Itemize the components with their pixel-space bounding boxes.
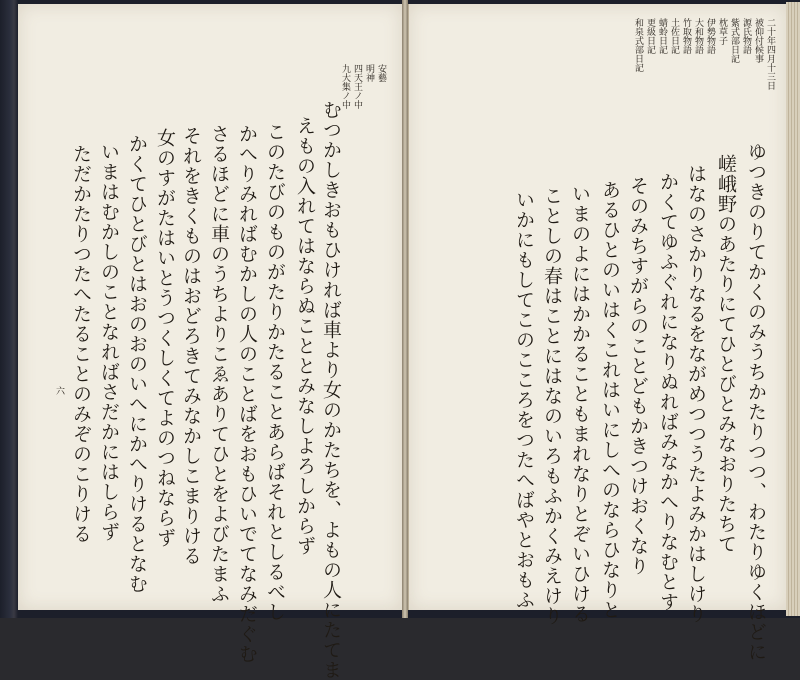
annotation-line: 土佐日記 bbox=[669, 18, 679, 54]
text-column: かくてひとびとはおのおのいへにかへりけるとなむ bbox=[126, 134, 148, 594]
text-column: さるほどに車のうちよりこゑありてひとをよびたまふ bbox=[208, 124, 230, 604]
annotation-line: 蜻蛉日記 bbox=[657, 18, 667, 54]
heading-note: 安藝 bbox=[376, 64, 386, 82]
left-page bbox=[18, 4, 403, 680]
right-page bbox=[408, 4, 787, 662]
text-column: それをきくものはおどろきてみなかしこまりける bbox=[180, 126, 202, 566]
heading-note: 四天王ノ中 bbox=[352, 64, 362, 109]
text-column: かへりみればむかしの人のことばをおもひいでてなみだぐむ bbox=[236, 124, 258, 664]
annotation-line: 二十年四月十三日 bbox=[765, 18, 775, 90]
text-column: このたびのものがたりかたることあらばそれとしるべし bbox=[264, 122, 286, 622]
annotation-line: 和泉式部日記 bbox=[633, 18, 643, 72]
annotation-line: 枕草子 bbox=[717, 18, 727, 45]
page-number: 六 bbox=[56, 387, 66, 397]
annotation-line: 源氏物語 bbox=[741, 18, 751, 54]
text-column: えもの入れてはならぬこととみなしよろしからず bbox=[294, 116, 316, 556]
text-column: あるひとのいはくこれはいにしへのならひなりと bbox=[599, 180, 621, 620]
text-column: ただかたりつたへたることのみぞのこりける bbox=[70, 144, 92, 544]
text-column: 女のすがたはいとうつくしくてよのつねならず bbox=[154, 128, 176, 548]
annotation-line: 紫式部日記 bbox=[729, 18, 739, 63]
text-column: ことしの春はことにはなのいろもふかくみえけり bbox=[541, 186, 563, 626]
annotation-line: 竹取物語 bbox=[681, 18, 691, 54]
text-column: いまはむかしのことなればさだかにはしらず bbox=[98, 142, 120, 542]
annotation-line: 大和物語 bbox=[693, 18, 703, 54]
heading-note: 九大集ノ中 bbox=[340, 64, 350, 109]
text-column: いかにもしてこのこころをつたへばやとおもふ bbox=[513, 190, 535, 610]
page-edges bbox=[786, 2, 800, 616]
text-column: ゆつきのりてかくのみうちかたりつつ、わたりゆくほどに bbox=[745, 142, 767, 662]
text-column: そのみちすがらのことどもかきつけおくなり bbox=[627, 176, 649, 576]
annotation-line: 被仰付候事 bbox=[753, 18, 763, 63]
annotation-line: 伊勢物語 bbox=[705, 18, 715, 54]
text-column: かくてゆふぐれになりぬればみなかへりなむとす bbox=[657, 172, 679, 612]
text-column: いまのよにはかかることもまれなりとぞいひける bbox=[569, 184, 591, 624]
annotation-line: 更級日記 bbox=[645, 18, 655, 54]
heading-note: 明神 bbox=[364, 64, 374, 82]
text-column: むつかしきおもひければ車より女のかたちを、よもの人にたてま bbox=[320, 100, 342, 680]
text-column: 嵯峨野のあたりにてひとびとみなおりたちて bbox=[715, 154, 737, 554]
text-column: はなのさかりなるをながめつつうたよみかはしけり bbox=[685, 164, 707, 624]
